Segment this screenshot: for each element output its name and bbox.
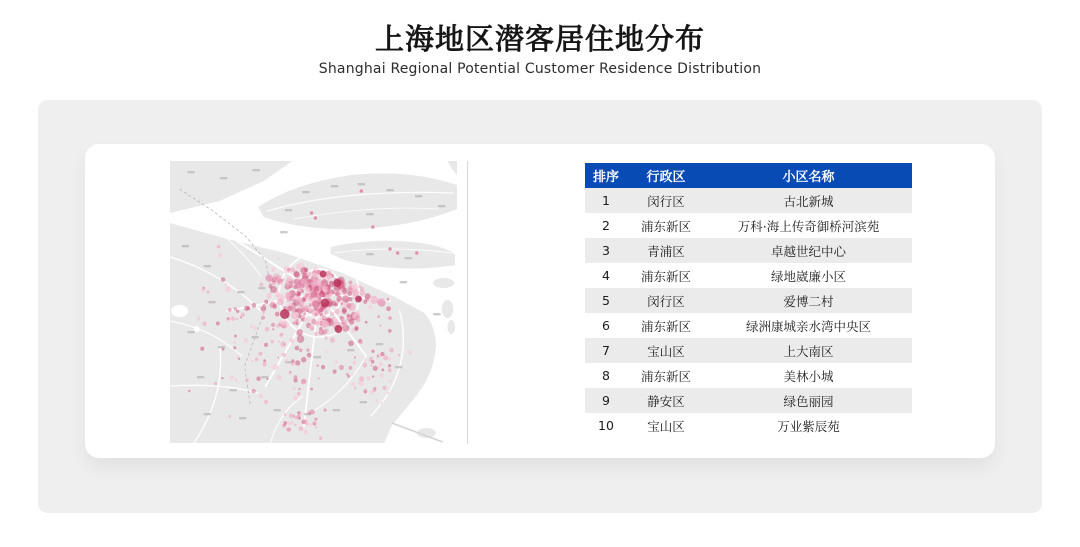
content-panel [38,100,1042,513]
header [0,0,1080,77]
table-header-row [585,163,912,188]
table-body [585,188,912,438]
district-cell: 浦东新区 [640,268,691,284]
rank-cell: 5 [602,293,610,308]
district-cell: 宝山区 [647,343,685,359]
column-header-rank: 排序 [592,170,619,185]
map-svg [170,161,457,444]
district-cell: 宝山区 [647,418,685,434]
table-row [585,388,912,413]
table-row [585,238,912,263]
district-cell: 静安区 [647,393,685,409]
column-header-district: 行政区 [646,170,686,185]
table-row [585,413,912,438]
rank-cell: 2 [602,218,610,233]
community-cell: 绿色丽园 [783,393,834,409]
page-title: 上海地区潜客居住地分布 [374,22,705,56]
rank-cell: 6 [602,318,610,333]
table-row [585,213,912,238]
community-cell: 万业紫辰苑 [777,418,840,434]
ranking-table [585,163,912,438]
district-cell: 浦东新区 [640,218,691,234]
rank-cell: 10 [598,418,614,433]
rank-cell: 1 [602,193,610,208]
column-header-community: 小区名称 [782,170,835,185]
district-cell: 浦东新区 [640,318,691,334]
shanghai-map [170,161,457,444]
table-row [585,363,912,388]
table-row [585,263,912,288]
rank-cell: 9 [602,393,610,408]
table-row [585,288,912,313]
district-cell: 浦东新区 [640,368,691,384]
rank-cell: 8 [602,368,610,383]
community-cell: 绿洲康城亲水湾中央区 [745,318,871,334]
rank-cell: 4 [602,268,610,283]
community-cell: 卓越世纪中心 [770,243,846,259]
table-row [585,338,912,363]
content-card [85,144,995,458]
rank-cell: 3 [602,243,610,258]
community-cell: 古北新城 [783,193,834,209]
district-cell: 闵行区 [647,293,685,309]
district-cell: 青浦区 [647,243,685,259]
community-cell: 美林小城 [783,368,834,384]
map-divider-line [467,161,468,444]
district-cell: 闵行区 [647,193,685,209]
table-row [585,188,912,213]
page-subtitle: Shanghai Regional Potential Customer Residence Distribution [318,60,762,77]
community-cell: 绿地崴廉小区 [770,268,846,284]
rank-cell: 7 [602,343,610,358]
table-row [585,313,912,338]
community-cell: 上大南区 [783,343,834,359]
community-cell: 万科·海上传奇御桥河滨苑 [737,218,880,234]
community-cell: 爱博二村 [783,293,834,309]
